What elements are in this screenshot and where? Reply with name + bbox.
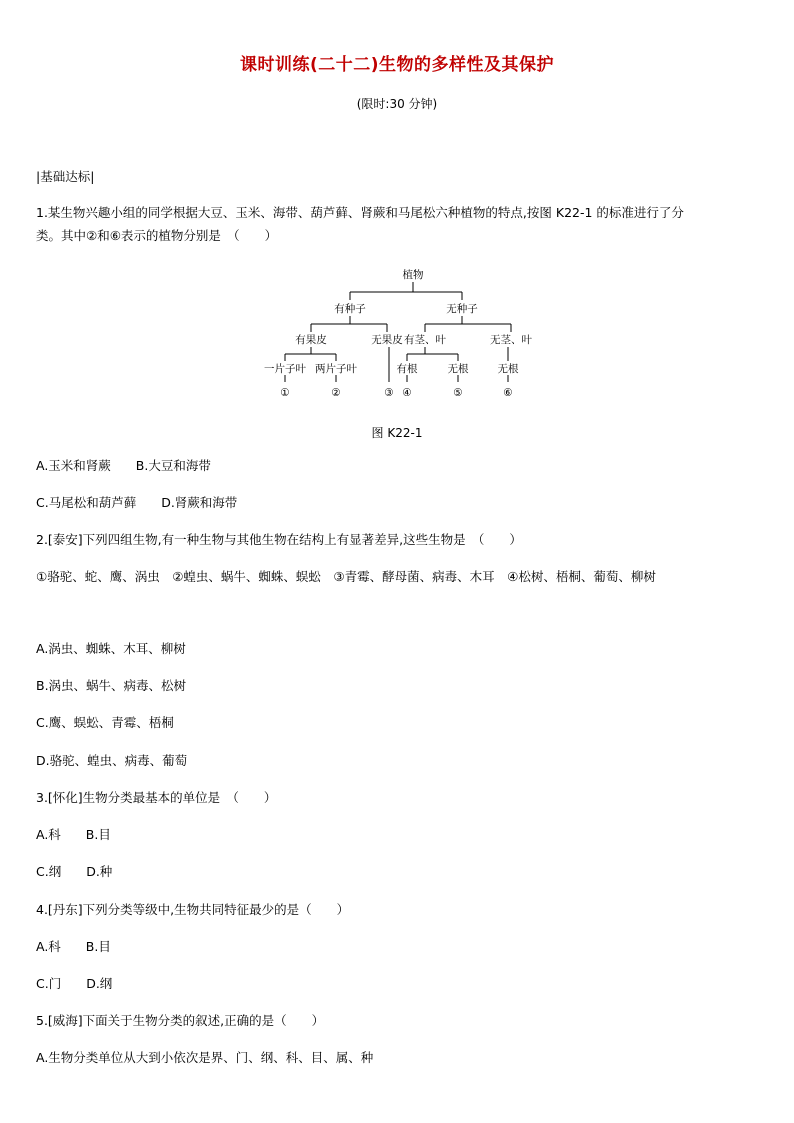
leaf-6: ⑥ <box>503 387 513 399</box>
time-limit: (限时:30 分钟) <box>356 97 438 111</box>
node-stem: 有茎、叶 <box>404 334 446 346</box>
q2-option-b: B.涡虫、蜗牛、病毒、松树 <box>36 678 187 693</box>
node-root: 有根 <box>396 363 418 375</box>
node-noseed: 无种子 <box>446 303 478 315</box>
leaf-3: ③ <box>384 387 394 399</box>
q3-stem: 3.[怀化]生物分类最基本的单位是 （ ） <box>36 790 277 805</box>
q4-option-ab: A.科 B.目 <box>36 939 111 954</box>
q1-stem-line2: 类。其中②和⑥表示的植物分别是 （ ） <box>36 228 278 243</box>
figure-caption: 图 K22-1 <box>371 426 423 440</box>
q5-stem: 5.[威海]下面关于生物分类的叙述,正确的是（ ） <box>36 1013 325 1028</box>
node-plant: 植物 <box>402 269 424 281</box>
q2-option-a: A.涡虫、蜘蛛、木耳、柳树 <box>36 641 186 656</box>
q1-option-cd: C.马尾松和葫芦藓 D.肾蕨和海带 <box>36 495 238 510</box>
q2-option-d: D.骆驼、蝗虫、病毒、葡萄 <box>36 753 188 768</box>
node-nopericarp: 无果皮 <box>371 334 403 346</box>
node-two-cotyledon: 两片子叶 <box>315 363 357 375</box>
q2-option-c: C.鹰、蜈蚣、青霉、梧桐 <box>36 715 174 730</box>
q3-option-ab: A.科 B.目 <box>36 827 111 842</box>
leaf-2: ② <box>331 387 341 399</box>
q1-stem-line1: 1.某生物兴趣小组的同学根据大豆、玉米、海带、葫芦藓、肾蕨和马尾松六种植物的特点,按图 K22-1 的标准进行了分 <box>36 205 684 220</box>
q3-option-cd: C.纲 D.种 <box>36 864 113 879</box>
q5-option-a: A.生物分类单位从大到小依次是界、门、纲、科、目、属、种 <box>36 1050 374 1065</box>
leaf-5: ⑤ <box>453 387 463 399</box>
leaf-1: ① <box>280 387 290 399</box>
classification-diagram <box>250 262 550 402</box>
node-seed: 有种子 <box>334 303 366 315</box>
node-nostem: 无茎、叶 <box>490 334 532 346</box>
q1-option-ab: A.玉米和肾蕨 B.大豆和海带 <box>36 458 211 473</box>
q2-groups: ①骆驼、蛇、鹰、涡虫 ②蝗虫、蜗牛、蜘蛛、蜈蚣 ③青霉、酵母菌、病毒、木耳 ④松树、梧桐、葡萄、柳树 <box>36 569 656 584</box>
q2-stem: 2.[泰安]下列四组生物,有一种生物与其他生物在结构上有显著差异,这些生物是 （ ） <box>36 532 522 547</box>
node-pericarp: 有果皮 <box>295 334 327 346</box>
q4-option-cd: C.门 D.纲 <box>36 976 113 991</box>
node-noroot-2: 无根 <box>497 363 519 375</box>
node-one-cotyledon: 一片子叶 <box>264 363 306 375</box>
page-title: 课时训练(二十二)生物的多样性及其保护 <box>239 55 555 75</box>
node-noroot-1: 无根 <box>447 363 469 375</box>
q4-stem: 4.[丹东]下列分类等级中,生物共同特征最少的是（ ） <box>36 902 350 917</box>
section-heading: |基础达标| <box>36 169 95 184</box>
leaf-4: ④ <box>402 387 412 399</box>
